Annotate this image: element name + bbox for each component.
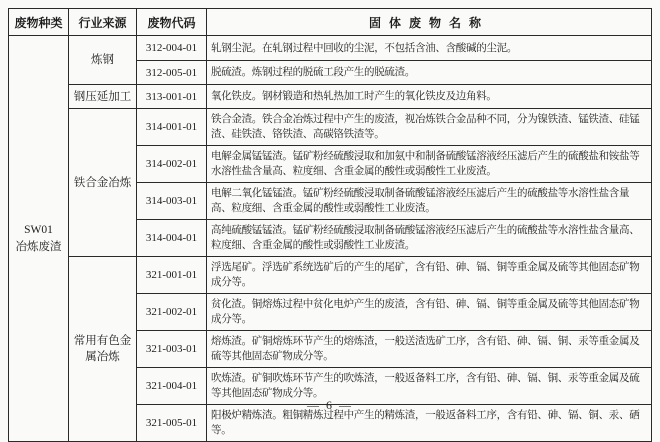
source-ferroalloy-smelting: 铁合金冶炼 [69,109,137,257]
waste-name: 铁合金渣。铁合金冶炼过程中产生的废渣，视冶炼铁合金品种不同，分为镍铁渣、锰铁渣、硅锰渣、硅铁渣、铬铁渣、高碳铬铁渣等。 [207,109,652,146]
waste-name: 浮选尾矿。浮选矿系统选矿后的产生的尾矿，含有铅、砷、镉、铜等重金属及硫等其他固态矿物成分等。 [207,257,652,294]
waste-code: 313-001-01 [137,85,207,109]
waste-name: 电解二氧化锰锰渣。锰矿粉经硫酸浸取制备硫酸锰溶液经压滤后产生的硫酸盐等水溶性盐含量高、粒度细、含重金属的酸性或弱酸性工业废渣。 [207,183,652,220]
category-code: SW01 [24,223,53,236]
waste-code: 321-003-01 [137,331,207,368]
waste-name: 阳极炉精炼渣。粗铜精炼过程中产生的精炼渣，一般返备料工序，含有铅、砷、镉、铜、汞、硒等。 [207,405,652,442]
waste-code: 321-001-01 [137,257,207,294]
waste-code: 314-002-01 [137,146,207,183]
header-row [9,9,652,36]
waste-code: 312-004-01 [137,36,207,61]
waste-category-cell [9,36,69,442]
waste-code: 314-003-01 [137,183,207,220]
waste-classification-table [8,8,652,442]
header-waste-category: 废物种类 [9,9,69,36]
waste-code: 321-002-01 [137,294,207,331]
waste-name: 氧化铁皮。钢材锻造和热轧热加工时产生的氧化铁皮及边角料。 [207,85,652,109]
waste-code: 312-005-01 [137,61,207,85]
table-row [9,85,652,109]
waste-code: 314-004-01 [137,220,207,257]
table-row [9,36,652,61]
waste-name: 高纯硫酸锰锰渣。锰矿粉经硫酸浸取制备硫酸锰溶液经压滤后产生的硫酸盐等水溶性盐含量高、粒度细、含重金属的酸性或弱酸性工业废渣。 [207,220,652,257]
table-row [9,257,652,294]
header-waste-code: 废物代码 [137,9,207,36]
header-waste-name: 固体废物名称 [207,9,652,36]
waste-code: 314-001-01 [137,109,207,146]
source-steel-rolling: 钢压延加工 [69,85,137,109]
waste-name: 电解金属锰锰渣。锰矿粉经硫酸浸取和加氨中和制备硫酸锰溶液经压滤后产生的硫酸盐和铵盐等水溶性盐含量高、粒度细、含重金属的酸性或弱酸性工业废渣。 [207,146,652,183]
waste-name: 熔炼渣。矿铜熔炼环节产生的熔炼渣，一般送渣选矿工序，含有铅、砷、镉、铜、汞等重金属及硫等其他固态矿物成分等。 [207,331,652,368]
source-steelmaking: 炼钢 [69,36,137,85]
waste-code: 321-005-01 [137,405,207,442]
page-number: — 6 — [307,398,353,412]
waste-code: 321-004-01 [137,368,207,405]
source-nonferrous-smelting: 常用有色金属冶炼 [69,257,137,442]
table-row [9,109,652,146]
category-name: 冶炼废渣 [15,240,62,253]
header-industry-source: 行业来源 [69,9,137,36]
waste-name: 吹炼渣。矿铜吹炼环节产生的吹炼渣，一般返备料工序，含有铅、砷、镉、铜、汞等重金属及硫等其他固态矿物成分等。 [207,368,652,405]
waste-name: 脱硫渣。炼钢过程的脱硫工段产生的脱硫渣。 [207,61,652,85]
waste-name: 轧钢尘泥。在轧钢过程中回收的尘泥，不包括含油、含酸碱的尘泥。 [207,36,652,61]
waste-name: 贫化渣。铜熔炼过程中贫化电炉产生的废渣，含有铅、砷、镉、铜等重金属及硫等其他固态矿物成分等。 [207,294,652,331]
